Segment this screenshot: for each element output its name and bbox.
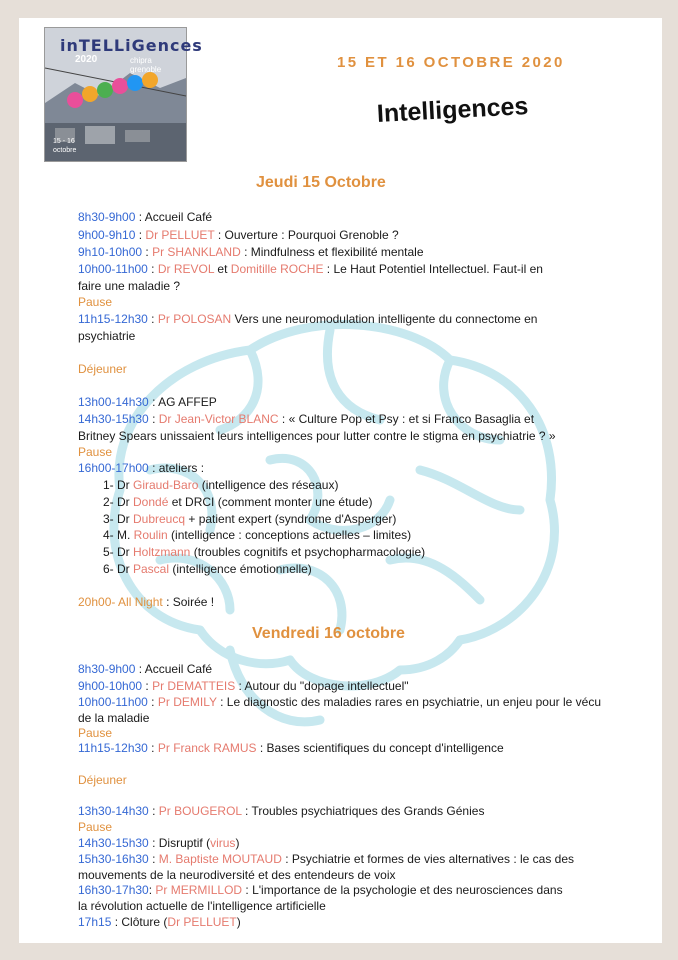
- pause-label: Pause: [78, 295, 113, 309]
- schedule-item-continued: psychiatrie: [78, 329, 136, 343]
- logo-date: octobre: [53, 147, 77, 154]
- workshop-item: 6- Dr Pascal (intelligence émotionnelle): [103, 562, 312, 576]
- schedule-item: 8h30-9h00 : Accueil Café: [78, 210, 213, 224]
- schedule-item: 16h30-17h30: Pr MERMILLOD : L'importance de la psychologie et des neurosciences dans: [78, 883, 563, 897]
- schedule-item: 9h00-10h00 : Pr DEMATTEIS : Autour du "dopage intellectuel": [78, 679, 409, 693]
- schedule-item: 10h00-11h00 : Dr REVOL et Domitille ROCHE : Le Haut Potentiel Intellectuel. Faut-il en: [78, 262, 543, 276]
- page-title: Intelligences: [376, 92, 529, 128]
- pause-label: Pause: [78, 820, 113, 834]
- day-title: Vendredi 16 octobre: [252, 625, 405, 642]
- workshop-item: 1- Dr Giraud-Baro (intelligence des réseaux): [103, 478, 339, 492]
- schedule-item: 11h15-12h30 : Pr POLOSAN Vers une neuromodulation intelligente du connectome en: [78, 312, 538, 326]
- logo-title: inTELLiGences: [60, 36, 203, 55]
- schedule-item: 14h30-15h30 : Dr Jean-Victor BLANC : « Culture Pop et Psy : et si Franco Basaglia et: [78, 412, 535, 426]
- schedule-item-continued: de la maladie: [78, 711, 150, 725]
- schedule-item: 8h30-9h00 : Accueil Café: [78, 662, 213, 676]
- event-logo: [44, 27, 203, 162]
- pause-label: Pause: [78, 726, 113, 740]
- schedule-item: 17h15 : Clôture (Dr PELLUET): [78, 915, 241, 929]
- schedule-item: 15h30-16h30 : M. Baptiste MOUTAUD : Psychiatrie et formes de vies alternatives : le cas des: [78, 852, 575, 866]
- schedule-item: 11h15-12h30 : Pr Franck RAMUS : Bases scientifiques du concept d'intelligence: [78, 741, 504, 755]
- logo-city: chipra: [130, 56, 152, 65]
- pause-label: Pause: [78, 445, 113, 459]
- schedule-item: 16h00-17h00 : ateliers :: [78, 461, 205, 475]
- schedule-item: 20h00- All Night : Soirée !: [78, 595, 215, 609]
- schedule-item: 14h30-15h30 : Disruptif (virus): [78, 836, 240, 850]
- schedule-item-continued: faire une maladie ?: [78, 279, 181, 293]
- schedule-item: 13h00-14h30 : AG AFFEP: [78, 395, 217, 409]
- schedule-item: 10h00-11h00 : Pr DEMILY : Le diagnostic des maladies rares en psychiatrie, un enjeu pour le vécu: [78, 695, 601, 709]
- schedule-item: 13h30-14h30 : Pr BOUGEROL : Troubles psychiatriques des Grands Génies: [78, 804, 485, 818]
- day-title: Jeudi 15 Octobre: [256, 174, 386, 191]
- lunch-label: Déjeuner: [78, 773, 127, 787]
- logo-city: grenoble: [130, 65, 162, 74]
- schedule-item-continued: mouvements de la neurodiversité et des entendeurs de voix: [78, 868, 396, 882]
- workshop-item: 3- Dr Dubreucq + patient expert (syndrome d'Asperger): [103, 512, 397, 526]
- logo-year: 2020: [75, 54, 98, 65]
- schedule-item: 9h10-10h00 : Pr SHANKLAND : Mindfulness et flexibilité mentale: [78, 245, 424, 259]
- lunch-label: Déjeuner: [78, 362, 127, 376]
- logo-date: 15 - 16: [53, 138, 75, 145]
- workshop-item: 5- Dr Holtzmann (troubles cognitifs et psychopharmacologie): [103, 545, 426, 559]
- schedule-item: 9h00-9h10 : Dr PELLUET : Ouverture : Pourquoi Grenoble ?: [78, 228, 399, 242]
- event-dates: 15 ET 16 OCTOBRE 2020: [337, 54, 565, 71]
- workshop-item: 4- M. Roulin (intelligence : conceptions actuelles – limites): [103, 528, 412, 542]
- schedule-item-continued: Britney Spears unissaient leurs intelligences pour lutter contre le stigma en psychiatrie ? »: [78, 429, 556, 443]
- schedule-item-continued: la révolution actuelle de l'intelligence artificielle: [78, 899, 326, 913]
- workshop-item: 2- Dr Dondé et DRCI (comment monter une étude): [103, 495, 373, 509]
